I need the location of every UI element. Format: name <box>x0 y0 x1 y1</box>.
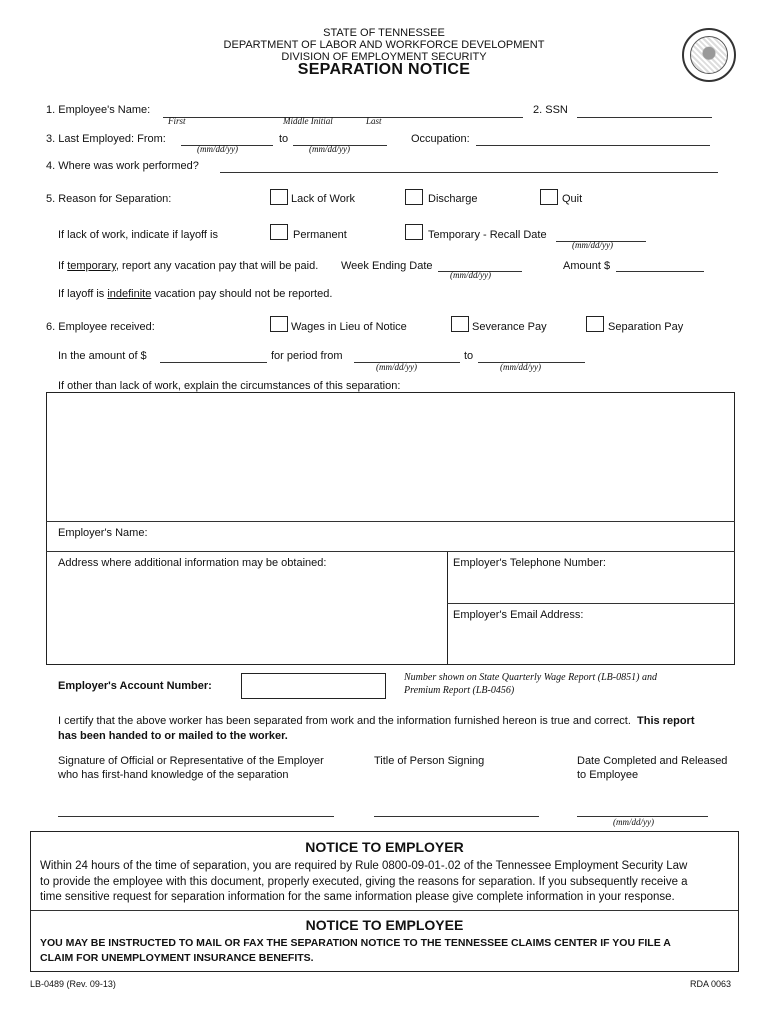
rda-number: RDA 0063 <box>690 979 732 989</box>
from-date-hint: (mm/dd/yy) <box>197 144 238 154</box>
amount-label: Amount $ <box>563 260 611 272</box>
reason-label: 5. Reason for Separation: <box>46 193 172 205</box>
permanent-label: Permanent <box>293 229 347 241</box>
form-title: SEPARATION NOTICE <box>297 61 471 78</box>
permanent-checkbox[interactable] <box>270 224 288 240</box>
date-released-label-line1: Date Completed and Released <box>577 755 728 767</box>
account-number-label: Employer's Account Number: <box>58 680 212 692</box>
certification-handed-note: has been handed to or mailed to the worker. <box>58 730 288 742</box>
signer-title-field[interactable] <box>374 816 539 817</box>
date-released-label-line2: to Employee <box>577 769 639 781</box>
telephone-label: Employer's Telephone Number: <box>453 557 606 569</box>
in-amount-label: In the amount of $ <box>58 350 147 362</box>
account-note-line1: Number shown on State Quarterly Wage Report (LB-0851) and <box>404 672 657 683</box>
divider <box>447 552 448 664</box>
wages-in-lieu-label: Wages in Lieu of Notice <box>291 321 407 333</box>
divider <box>46 521 735 522</box>
period-to-field[interactable] <box>478 349 585 363</box>
recall-date-hint: (mm/dd/yy) <box>572 240 613 250</box>
ssn-field[interactable] <box>577 104 712 118</box>
to-label: to <box>279 133 289 145</box>
certification-statement: I certify that the above worker has been separated from work and the information furnished hereon is true and correct. This report <box>58 715 695 727</box>
date-released-hint: (mm/dd/yy) <box>613 817 654 827</box>
wages-in-lieu-checkbox[interactable] <box>270 316 288 332</box>
quit-checkbox[interactable] <box>540 189 558 205</box>
week-ending-hint: (mm/dd/yy) <box>450 270 491 280</box>
signature-label-line2: who has first-hand knowledge of the separation <box>58 769 289 781</box>
signature-field[interactable] <box>58 816 334 817</box>
explain-label: If other than lack of work, explain the circumstances of this separation: <box>58 380 401 392</box>
temporary-checkbox[interactable] <box>405 224 423 240</box>
form-number: LB-0489 (Rev. 09-13) <box>30 979 116 989</box>
work-location-label: 4. Where was work performed? <box>46 160 199 172</box>
first-name-hint: First <box>168 116 186 126</box>
severance-pay-checkbox[interactable] <box>451 316 469 332</box>
separation-pay-checkbox[interactable] <box>586 316 604 332</box>
lack-of-work-checkbox[interactable] <box>270 189 288 205</box>
layoff-type-label: If lack of work, indicate if layoff is <box>58 229 218 241</box>
state-name: STATE OF TENNESSEE <box>323 27 445 39</box>
divider <box>46 551 735 552</box>
divider <box>31 910 738 911</box>
notice-to-employer-line1: Within 24 hours of the time of separation, you are required by Rule 0800-09-01-.02 of the Tennessee Employment Security Law <box>40 860 688 872</box>
last-employed-label: 3. Last Employed: From: <box>46 133 166 145</box>
vacation-amount-field[interactable] <box>616 258 704 272</box>
notice-to-employee-line1: YOU MAY BE INSTRUCTED TO MAIL OR FAX THE SEPARATION NOTICE TO THE TENNESSEE CLAIMS CENTER IF YOU FILE A <box>40 937 671 949</box>
lack-of-work-label: Lack of Work <box>291 193 355 205</box>
notice-to-employer-heading: NOTICE TO EMPLOYER <box>305 839 464 855</box>
discharge-checkbox[interactable] <box>405 189 423 205</box>
severance-pay-label: Severance Pay <box>472 321 547 333</box>
employee-received-label: 6. Employee received: <box>46 321 155 333</box>
department-name: DEPARTMENT OF LABOR AND WORKFORCE DEVELOPMENT <box>223 39 545 51</box>
divider <box>447 603 735 604</box>
occupation-label: Occupation: <box>411 133 470 145</box>
employer-name-label: Employer's Name: <box>58 527 148 539</box>
received-amount-field[interactable] <box>160 349 267 363</box>
last-name-hint: Last <box>366 116 382 126</box>
discharge-label: Discharge <box>428 193 478 205</box>
period-from-hint: (mm/dd/yy) <box>376 362 417 372</box>
work-location-field[interactable] <box>220 159 718 173</box>
explanation-area[interactable] <box>47 393 734 521</box>
employee-name-field[interactable] <box>163 104 523 118</box>
middle-initial-hint: Middle Initial <box>283 116 333 126</box>
separation-pay-label: Separation Pay <box>608 321 684 333</box>
ssn-label: 2. SSN <box>533 104 568 116</box>
occupation-field[interactable] <box>476 132 710 146</box>
quit-label: Quit <box>562 193 583 205</box>
account-number-field[interactable] <box>241 673 386 699</box>
division-name: DIVISION OF EMPLOYMENT SECURITY <box>281 51 487 63</box>
account-note-line2: Premium Report (LB-0456) <box>404 685 515 696</box>
for-period-label: for period from <box>271 350 343 362</box>
notice-to-employee-heading: NOTICE TO EMPLOYEE <box>305 917 464 933</box>
address-label: Address where additional information may be obtained: <box>58 557 327 569</box>
email-label: Employer's Email Address: <box>453 609 584 621</box>
vacation-pay-instruction: If temporary, report any vacation pay that will be paid. <box>58 260 319 272</box>
signer-title-label: Title of Person Signing <box>374 755 485 767</box>
period-to-hint: (mm/dd/yy) <box>500 362 541 372</box>
indefinite-layoff-note: If layoff is indefinite vacation pay should not be reported. <box>58 288 333 300</box>
notice-to-employer-line3: time sensitive request for separation information for the same information please give complete information in your response. <box>40 891 675 903</box>
signature-label-line1: Signature of Official or Representative of the Employer <box>58 755 324 767</box>
temporary-label: Temporary - Recall Date <box>428 229 547 241</box>
week-ending-label: Week Ending Date <box>341 260 433 272</box>
to-date-hint: (mm/dd/yy) <box>309 144 350 154</box>
notice-to-employer-line2: to provide the employee with this document, properly executed, giving the reasons for separation. If you subsequently receive a <box>40 876 688 888</box>
employee-name-label: 1. Employee's Name: <box>46 104 151 116</box>
state-seal-icon <box>682 28 736 82</box>
period-from-field[interactable] <box>354 349 460 363</box>
period-to-label: to <box>464 350 474 362</box>
notice-to-employee-line2: CLAIM FOR UNEMPLOYMENT INSURANCE BENEFITS. <box>40 952 314 964</box>
